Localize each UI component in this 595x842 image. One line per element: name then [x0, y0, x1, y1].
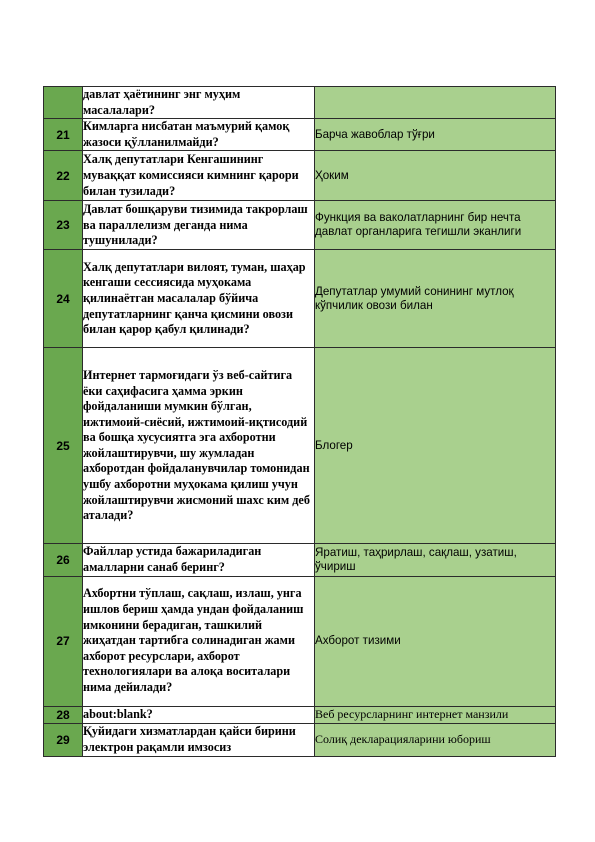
table-row: [44, 201, 556, 250]
answer-cell: Яратиш, таҳрирлаш, сақлаш, узатиш, ўчириш: [315, 544, 556, 576]
answer-cell: Ҳоким: [315, 151, 556, 201]
table-row: [44, 706, 556, 723]
answer-cell: Функция ва ваколатларнинг бир нечта давлат органларига тегишли эканлиги: [315, 201, 556, 250]
row-number: [44, 87, 83, 119]
table-row: [44, 348, 556, 544]
question-cell: about:blank?: [83, 706, 315, 723]
row-number: 27: [44, 576, 83, 706]
table-row: [44, 87, 556, 119]
table-row: [44, 250, 556, 348]
table-row: [44, 723, 556, 756]
row-number: 26: [44, 544, 83, 576]
table-row: [44, 151, 556, 201]
question-cell: Халқ депутатлари вилоят, туман, шаҳар кенгаши сессиясида муҳокама қилинаётган масалалар бўйича депутатларнинг қанча қисмини овози билан қарор қабул қилинади?: [83, 250, 315, 348]
row-number: 23: [44, 201, 83, 250]
row-number: 29: [44, 723, 83, 756]
answer-cell: Депутатлар умумий сонининг мутлоқ кўпчилик овози билан: [315, 250, 556, 348]
question-cell: давлат ҳаётининг энг муҳим масалалари?: [83, 87, 315, 119]
question-cell: Давлат бошқаруви тизимида такрорлаш ва параллелизм деганда нима тушунилади?: [83, 201, 315, 250]
answer-cell: [315, 87, 556, 119]
table-row: [44, 544, 556, 576]
question-cell: Қуйидаги хизматлардан қайси бирини электрон рақамли имзосиз: [83, 723, 315, 756]
answer-cell: Веб ресурсларнинг интернет манзили: [315, 706, 556, 723]
questions-table: [43, 86, 556, 757]
row-number: 22: [44, 151, 83, 201]
answer-cell: Барча жавоблар тўғри: [315, 119, 556, 151]
question-cell: Интернет тармоғидаги ўз веб-сайтига ёки саҳифасига ҳамма эркин фойдаланиши мумкин бўлган, ижтимоий-сиёсий, ижтимоий-иқтисодий ва бошқа хусусиятга эга ахборотни жойлаштирувчи, шу жумладан ахборотдан фойдаланувчилар томонидан ушбу ахборотни муҳокама қилиш учун жойлаштирувчи жисмоний шахс ким деб аталади?: [83, 348, 315, 544]
row-number: 25: [44, 348, 83, 544]
row-number: 21: [44, 119, 83, 151]
table-row: [44, 119, 556, 151]
question-cell: Халқ депутатлари Кенгашининг муваққат комиссияси кимнинг қарори билан тузилади?: [83, 151, 315, 201]
answer-cell: Ахборот тизими: [315, 576, 556, 706]
row-number: 24: [44, 250, 83, 348]
answer-cell: Блогер: [315, 348, 556, 544]
question-cell: Файллар устида бажариладиган амалларни санаб беринг?: [83, 544, 315, 576]
row-number: 28: [44, 706, 83, 723]
question-cell: Ахбортни тўплаш, сақлаш, излаш, унга ишлов бериш ҳамда ундан фойдаланиш имконини берадиган, ташкилий жиҳатдан тартибга солинадиган жами ахборот ресурслари, ахборот технологиялари ва алоқа воситалари нима дейилади?: [83, 576, 315, 706]
table-row: [44, 576, 556, 706]
answer-cell: Солиқ декларацияларини юбориш: [315, 723, 556, 756]
question-cell: Кимларга нисбатан маъмурий қамоқ жазоси қўлланилмайди?: [83, 119, 315, 151]
